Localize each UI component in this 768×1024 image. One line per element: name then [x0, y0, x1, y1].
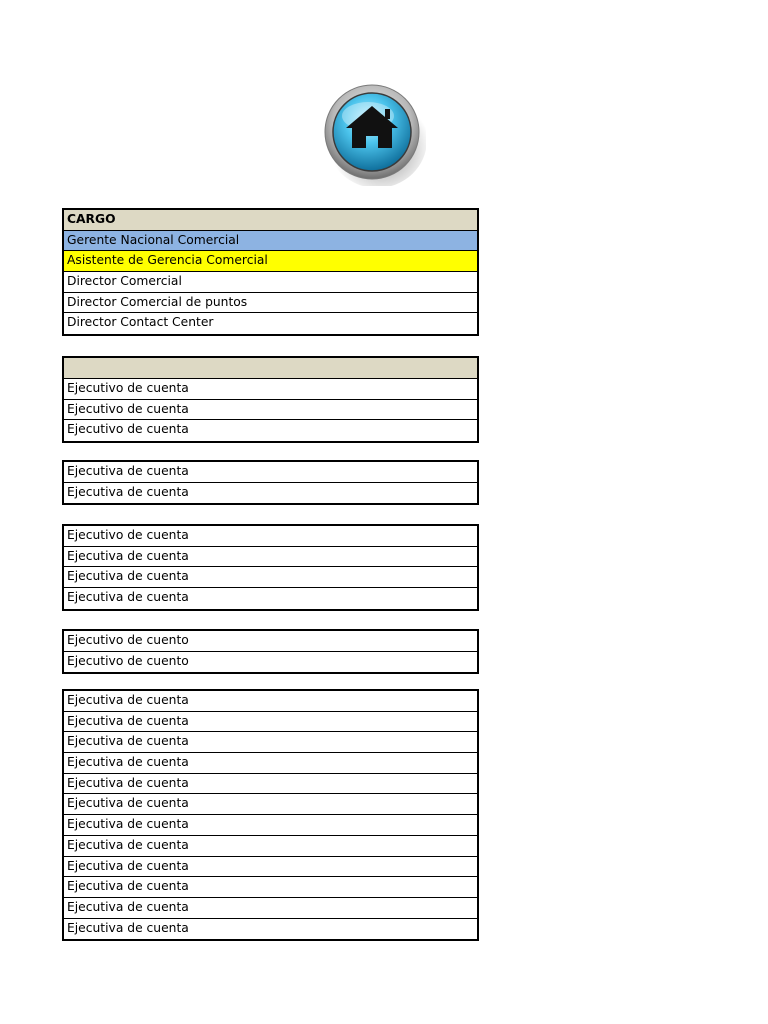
table-row: Ejecutivo de cuenta [64, 526, 477, 547]
table-row: Ejecutiva de cuenta [64, 877, 477, 898]
table-row: Ejecutiva de cuenta [64, 774, 477, 795]
table-row: Ejecutiva de cuenta [64, 857, 477, 878]
group-table-4 [62, 629, 479, 674]
table-row: Ejecutiva de cuenta [67, 484, 189, 499]
home-button[interactable] [322, 82, 426, 186]
group-table-2 [62, 460, 479, 505]
table-row: Director Comercial [64, 272, 477, 293]
table-row: Gerente Nacional Comercial [64, 231, 477, 252]
table-row: Ejecutivo de cuenta [64, 400, 477, 421]
table-row: Ejecutiva de cuenta [67, 920, 189, 935]
table-row: Director Contact Center [67, 315, 214, 330]
table-row: Ejecutiva de cuenta [67, 590, 189, 605]
table-row: Ejecutiva de cuenta [64, 753, 477, 774]
group-table-3 [62, 524, 479, 611]
table-row: Ejecutiva de cuenta [64, 836, 477, 857]
table-row: Asistente de Gerencia Comercial [64, 251, 477, 272]
group-header [64, 358, 477, 379]
table-row: Ejecutivo de cuento [67, 653, 189, 668]
cargo-table [62, 208, 479, 336]
table-row: Ejecutiva de cuenta [64, 547, 477, 568]
table-row: Ejecutivo de cuenta [64, 379, 477, 400]
table-row: Ejecutiva de cuenta [64, 691, 477, 712]
group-table-1 [62, 356, 479, 443]
table-row: Ejecutiva de cuenta [64, 815, 477, 836]
home-icon [322, 82, 426, 186]
group-table-5 [62, 689, 479, 941]
table-row: Ejecutiva de cuenta [64, 794, 477, 815]
table-row: Ejecutivo de cuento [64, 631, 477, 652]
table-row: Ejecutivo de cuenta [67, 422, 189, 437]
table-row: Ejecutiva de cuenta [64, 462, 477, 483]
table-row: Ejecutiva de cuenta [64, 712, 477, 733]
table-row: Ejecutiva de cuenta [64, 567, 477, 588]
cargo-header: CARGO [64, 210, 477, 231]
table-row: Director Comercial de puntos [64, 293, 477, 314]
table-row: Ejecutiva de cuenta [64, 732, 477, 753]
table-row: Ejecutiva de cuenta [64, 898, 477, 919]
